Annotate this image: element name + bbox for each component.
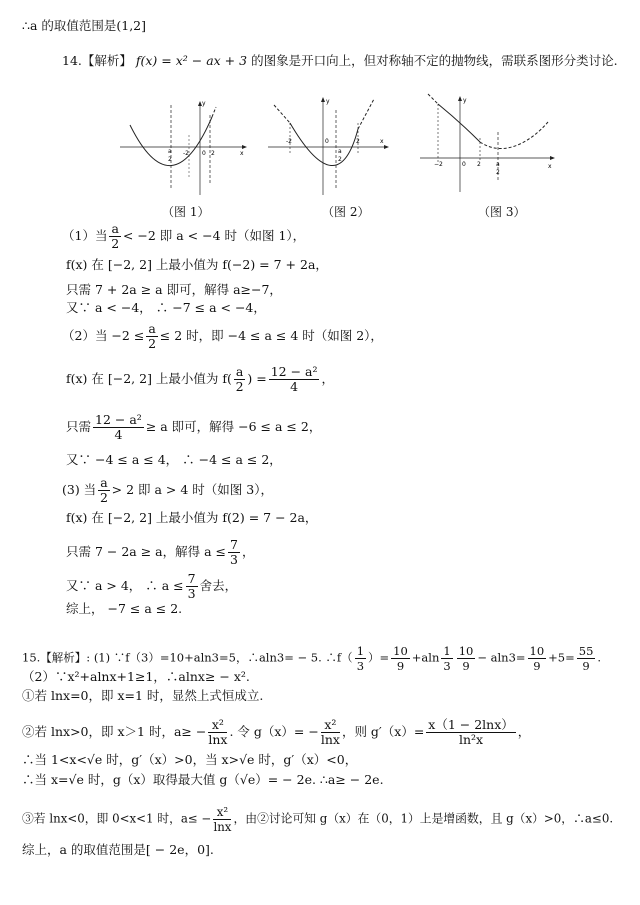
figure-3-graph: [420, 92, 565, 192]
svg-text:0: 0: [325, 138, 329, 145]
problem-15-part1: 15.【解析】: (1) ∵f（3）=10+aln3=5，∴aln3= − 5. ∴f（ $\frac{1}{3}$ ）= $\frac{10}{9}$ +aln $\frac{1}{3}$ $\frac{10}{9}$ − aln3= $\frac{10}{9}$ +5= $\frac{55}{9}$ .: [22, 644, 602, 673]
case2-solve: 只需 $\frac{\text{12 − a²}}{4}$ ≥ a 即可，解得 −6 ≤ a ≤ 2，: [66, 412, 322, 442]
fig3-parabola: [438, 104, 480, 142]
fig1-origin-label: 0: [202, 150, 206, 157]
problem-15-case2: ②若 lnx>0，即 x＞1 时，a≥ − $\frac{\text{x²}}{\ln x}$ . 令 g（x）= − $\frac{\text{x²}}{\ln x}$ ，则 g′（x）= $\frac{x(1 - 2\ln x)}{\text{ln²x}}$ ，: [22, 717, 531, 747]
figure-2-graph: [268, 95, 398, 195]
fig1-y-label: y: [202, 100, 206, 107]
svg-text:0: 0: [462, 161, 466, 168]
problem-15-monotonic: ∴当 1<x<√e 时，g′（x）>0，当 x>√e 时，g′（x）<0，: [22, 752, 358, 767]
case3-condition: (3) 当 $\frac{a}{2}$ > 2 即 a > 4 时（如图 3），: [62, 475, 273, 505]
svg-text:−2: −2: [434, 161, 443, 168]
fig1-x-label: x: [240, 150, 244, 157]
svg-text:y: y: [463, 97, 467, 104]
fig1-half-label: 2: [168, 156, 172, 163]
problem-15-summary: 综上，a 的取值范围是[ − 2e，0].: [22, 842, 214, 857]
case1-conclusion: 又∵ a < −4， ∴ −7 ≤ a < −4，: [66, 300, 266, 315]
problem-15-case3: ③若 lnx<0，即 0<x<1 时，a≤ − $\frac{\text{x²}}{\ln x}$ ，由②讨论可知 g（x）在（0，1）上是增函数，且 g（x）>0，∴a≤0.: [22, 805, 614, 834]
svg-text:2: 2: [477, 161, 481, 168]
case2-minimum: f(x) 在 [−2, 2] 上最小值为 f( $\frac{a}{2}$ ) = $\frac{\text{12 − a²}}{4}$ ，: [66, 364, 334, 394]
case1-solve: 只需 7 + 2a ≥ a 即可，解得 a≥−7，: [66, 282, 282, 297]
fig2-parabola: [290, 123, 358, 166]
figure-1-caption: （图 1）: [162, 205, 210, 219]
function-definition: f(x) = x² − ax + 3: [135, 53, 248, 68]
fig1-a-label: a: [168, 148, 172, 155]
problem-14-header: 14.【解析】: [62, 53, 132, 68]
figure-3-caption: （图 3）: [478, 205, 526, 219]
intro-text: 的图象是开口向上，但对称轴不定的抛物线，需联系图形分类讨论.: [251, 53, 618, 68]
case3-minimum: f(x) 在 [−2, 2] 上最小值为 f(2) = 7 − 2a，: [66, 510, 318, 525]
svg-text:a: a: [338, 148, 342, 155]
figure-1-graph: [120, 95, 250, 195]
case2-condition: （2）当 −2 ≤ $\frac{a}{2}$ ≤ 2 时，即 −4 ≤ a ≤ 4 时（如图 2），: [62, 321, 383, 351]
previous-answer-line: ∴a 的取值范围是(1,2]: [22, 18, 147, 33]
problem-14-intro: [62, 53, 618, 69]
fig1-neg2-label: -2: [183, 150, 189, 157]
problem-14-summary: 综上， −7 ≤ a ≤ 2.: [66, 601, 183, 616]
figure-2-caption: （图 2）: [322, 205, 370, 219]
case3-reject: 又∵ a > 4， ∴ a ≤ $\frac{7}{3}$ 舍去，: [66, 571, 238, 601]
svg-text:2: 2: [356, 138, 360, 145]
case2-conclusion: 又∵ −4 ≤ a ≤ 4， ∴ −4 ≤ a ≤ 2，: [66, 452, 282, 467]
case1-minimum: f(x) 在 [−2, 2] 上最小值为 f(−2) = 7 + 2a，: [66, 257, 328, 272]
fig1-two-label: 2: [211, 150, 215, 157]
case1-condition: （1）当 $\frac{a}{2}$ < −2 即 a < −4 时（如图 1），: [62, 221, 306, 251]
case3-solve: 只需 7 − 2a ≥ a，解得 a ≤ $\frac{7}{3}$ ，: [66, 537, 255, 567]
problem-15-case1: ①若 lnx=0，即 x=1 时，显然上式恒成立.: [22, 688, 264, 703]
svg-text:2: 2: [338, 156, 342, 163]
svg-text:2: 2: [496, 169, 500, 176]
svg-text:x: x: [380, 138, 384, 145]
svg-text:y: y: [326, 98, 330, 105]
svg-text:a: a: [496, 161, 500, 168]
problem-15-part2: （2）∵x²+alnx+1≥1，∴alnx≥ − x².: [22, 669, 250, 684]
svg-text:-2: -2: [286, 138, 292, 145]
svg-text:x: x: [548, 163, 552, 170]
problem-15-maximum: ∴当 x=√e 时，g（x）取得最大值 g（√e）= − 2e. ∴a≥ − 2e.: [22, 772, 384, 787]
